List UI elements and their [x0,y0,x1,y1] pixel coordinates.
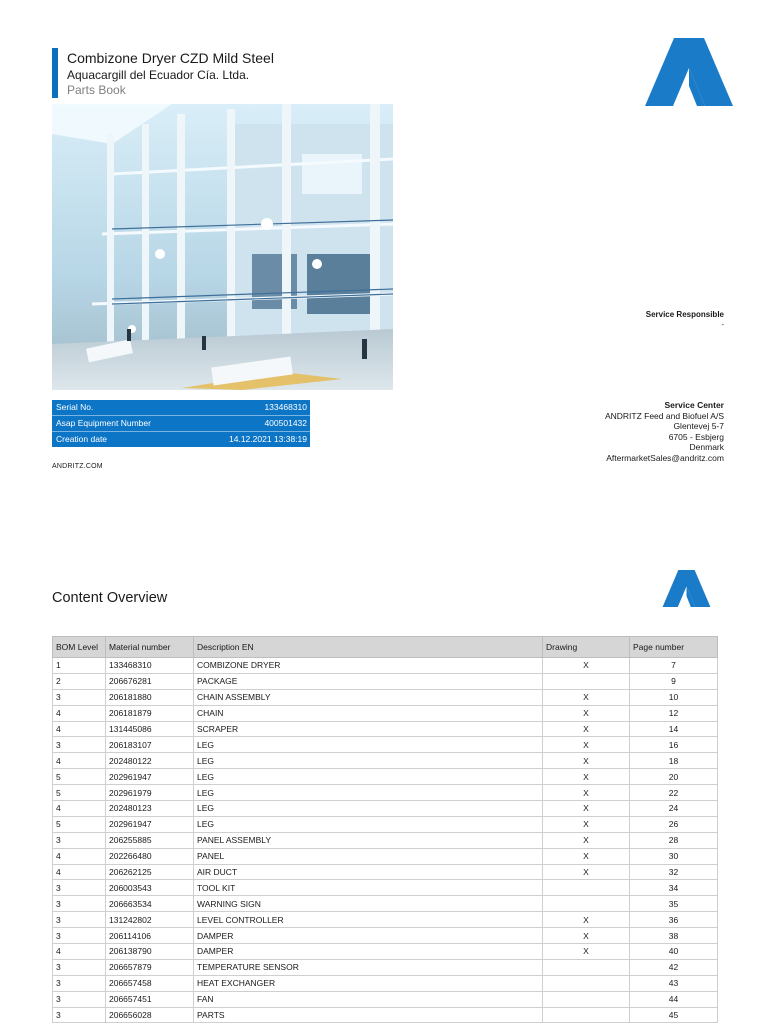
table-row[interactable] [53,801,718,817]
table-row[interactable] [53,737,718,753]
table-row[interactable] [53,912,718,928]
material-number-cell: 131445086 [106,721,194,737]
table-row[interactable] [53,928,718,944]
table-row[interactable] [53,896,718,912]
material-number-cell: 131242802 [106,912,194,928]
website-link[interactable]: ANDRITZ.COM [52,463,103,470]
description-cell: PACKAGE [194,673,543,689]
table-row[interactable] [53,785,718,801]
drawing-cell: X [543,785,630,801]
bom-level-cell: 3 [53,912,106,928]
table-row[interactable] [53,673,718,689]
page-number-cell[interactable]: 10 [630,689,718,705]
col-header-page-number: Page number [630,637,718,658]
page-number-cell[interactable]: 26 [630,816,718,832]
table-row[interactable] [53,753,718,769]
page-number-cell[interactable]: 35 [630,896,718,912]
equipment-number-value: 400501432 [264,418,307,428]
drawing-cell [543,880,630,896]
table-row[interactable] [53,959,718,975]
material-number-cell: 202266480 [106,848,194,864]
material-number-cell: 202480123 [106,801,194,817]
page-number-cell[interactable]: 20 [630,769,718,785]
description-cell: PANEL [194,848,543,864]
page-number-cell[interactable]: 16 [630,737,718,753]
description-cell: LEG [194,801,543,817]
bom-level-cell: 4 [53,848,106,864]
service-center-email[interactable]: AftermarketSales@andritz.com [606,452,724,463]
drawing-cell: X [543,801,630,817]
bom-level-cell: 5 [53,816,106,832]
material-number-cell: 202961947 [106,816,194,832]
page-number-cell[interactable]: 24 [630,801,718,817]
table-row[interactable] [53,689,718,705]
bom-level-cell: 3 [53,880,106,896]
bom-level-cell: 4 [53,721,106,737]
material-number-cell: 206656028 [106,1007,194,1023]
bom-level-cell: 4 [53,705,106,721]
drawing-cell: X [543,658,630,674]
page-number-cell[interactable]: 28 [630,832,718,848]
bom-level-cell: 3 [53,737,106,753]
content-overview-table [52,636,718,1023]
description-cell: PARTS [194,1007,543,1023]
table-row[interactable] [53,816,718,832]
drawing-cell [543,896,630,912]
material-number-cell: 206657879 [106,959,194,975]
bom-level-cell: 2 [53,673,106,689]
table-row[interactable] [53,944,718,960]
drawing-cell: X [543,832,630,848]
bom-level-cell: 3 [53,832,106,848]
drawing-cell: X [543,944,630,960]
bom-level-cell: 4 [53,753,106,769]
material-number-cell: 206183107 [106,737,194,753]
service-center-company: ANDRITZ Feed and Biofuel A/S [604,410,724,421]
bom-level-cell: 3 [53,1007,106,1023]
description-cell: CHAIN [194,705,543,721]
drawing-cell: X [543,753,630,769]
material-number-cell: 206114106 [106,928,194,944]
bom-level-cell: 3 [53,896,106,912]
col-header-description: Description EN [194,637,543,658]
bom-level-cell: 4 [53,801,106,817]
page-number-cell[interactable]: 42 [630,959,718,975]
material-number-cell: 202480122 [106,753,194,769]
plant-photo [52,104,393,390]
page-number-cell[interactable]: 7 [630,658,718,674]
table-row[interactable] [53,991,718,1007]
service-responsible-title: Service Responsible [645,310,724,319]
material-number-cell: 206138790 [106,944,194,960]
drawing-cell: X [543,689,630,705]
page-number-cell[interactable]: 43 [630,975,718,991]
material-number-cell: 206003543 [106,880,194,896]
drawing-cell: X [543,848,630,864]
bom-level-cell: 4 [53,864,106,880]
equipment-number-row [52,416,310,431]
serial-number-label: Serial No. [56,402,94,412]
page-number-cell[interactable]: 18 [630,753,718,769]
material-number-cell: 206181879 [106,705,194,721]
drawing-cell [543,673,630,689]
bom-level-cell: 3 [53,975,106,991]
service-responsible-value: - [721,320,724,329]
drawing-cell: X [543,928,630,944]
document-type: Parts Book [67,83,126,97]
drawing-cell: X [543,769,630,785]
page-number-cell[interactable]: 30 [630,848,718,864]
page-number-cell[interactable]: 36 [630,912,718,928]
material-number-cell: 133468310 [106,658,194,674]
bom-level-cell: 1 [53,658,106,674]
equipment-number-label: Asap Equipment Number [56,418,151,428]
table-row[interactable] [53,721,718,737]
service-center-title: Service Center [664,400,724,410]
equipment-info-box [52,400,310,447]
bom-level-cell: 3 [53,689,106,705]
table-row[interactable] [53,864,718,880]
description-cell: DAMPER [194,944,543,960]
material-number-cell: 206663534 [106,896,194,912]
serial-number-value: 133468310 [264,402,307,412]
description-cell: PANEL ASSEMBLY [194,832,543,848]
col-header-bom-level: BOM Level [53,637,106,658]
service-center-street: Glentevej 5-7 [673,421,724,432]
table-row[interactable] [53,975,718,991]
service-center-city: 6705 - Esbjerg [668,431,724,442]
creation-date-value: 14.12.2021 13:38:19 [229,434,307,444]
description-cell: TEMPERATURE SENSOR [194,959,543,975]
material-number-cell: 206657451 [106,991,194,1007]
description-cell: LEG [194,785,543,801]
drawing-cell [543,1007,630,1023]
drawing-cell: X [543,737,630,753]
table-row[interactable] [53,848,718,864]
bom-level-cell: 3 [53,928,106,944]
page-number-cell[interactable]: 14 [630,721,718,737]
bom-level-cell: 4 [53,944,106,960]
bom-level-cell: 5 [53,769,106,785]
description-cell: LEG [194,769,543,785]
page-number-cell[interactable]: 44 [630,991,718,1007]
page-number-cell[interactable]: 40 [630,944,718,960]
material-number-cell: 206676281 [106,673,194,689]
bom-level-cell: 3 [53,959,106,975]
page-number-cell[interactable]: 32 [630,864,718,880]
drawing-cell: X [543,864,630,880]
description-cell: SCRAPER [194,721,543,737]
page-number-cell[interactable]: 12 [630,705,718,721]
service-center-country: Denmark [689,442,724,453]
description-cell: FAN [194,991,543,1007]
customer-name: Aquacargill del Ecuador Cía. Ltda. [67,68,250,82]
table-row[interactable] [53,705,718,721]
material-number-cell: 202961947 [106,769,194,785]
page-number-cell[interactable]: 22 [630,785,718,801]
col-header-material-number: Material number [106,637,194,658]
drawing-cell: X [543,705,630,721]
document-title: Combizone Dryer CZD Mild Steel [67,50,274,66]
description-cell: HEAT EXCHANGER [194,975,543,991]
page-number-cell[interactable]: 34 [630,880,718,896]
title-accent-bar [52,48,58,98]
drawing-cell: X [543,912,630,928]
description-cell: CHAIN ASSEMBLY [194,689,543,705]
col-header-drawing: Drawing [543,637,630,658]
table-header-row [53,637,718,658]
description-cell: TOOL KIT [194,880,543,896]
material-number-cell: 206262125 [106,864,194,880]
material-number-cell: 206255885 [106,832,194,848]
table-row[interactable] [53,1007,718,1023]
creation-date-label: Creation date [56,434,108,444]
drawing-cell [543,959,630,975]
drawing-cell: X [543,721,630,737]
page-number-cell[interactable]: 9 [630,673,718,689]
table-row[interactable] [53,658,718,674]
table-row[interactable] [53,832,718,848]
description-cell: WARNING SIGN [194,896,543,912]
bom-level-cell: 3 [53,991,106,1007]
description-cell: LEG [194,737,543,753]
material-number-cell: 206657458 [106,975,194,991]
drawing-cell: X [543,816,630,832]
creation-date-row [52,432,310,447]
drawing-cell [543,991,630,1007]
service-center-block [605,400,724,464]
page-number-cell[interactable]: 38 [630,928,718,944]
description-cell: LEVEL CONTROLLER [194,912,543,928]
bom-level-cell: 5 [53,785,106,801]
description-cell: LEG [194,816,543,832]
description-cell: AIR DUCT [194,864,543,880]
andritz-logo [645,38,733,106]
description-cell: COMBIZONE DRYER [194,658,543,674]
table-row[interactable] [53,880,718,896]
serial-number-row [52,400,310,415]
content-overview-title: Content Overview [52,590,168,606]
table-row[interactable] [53,769,718,785]
description-cell: DAMPER [194,928,543,944]
drawing-cell [543,975,630,991]
description-cell: LEG [194,753,543,769]
material-number-cell: 202961979 [106,785,194,801]
page-number-cell[interactable]: 45 [630,1007,718,1023]
material-number-cell: 206181880 [106,689,194,705]
andritz-logo-small [662,570,711,607]
